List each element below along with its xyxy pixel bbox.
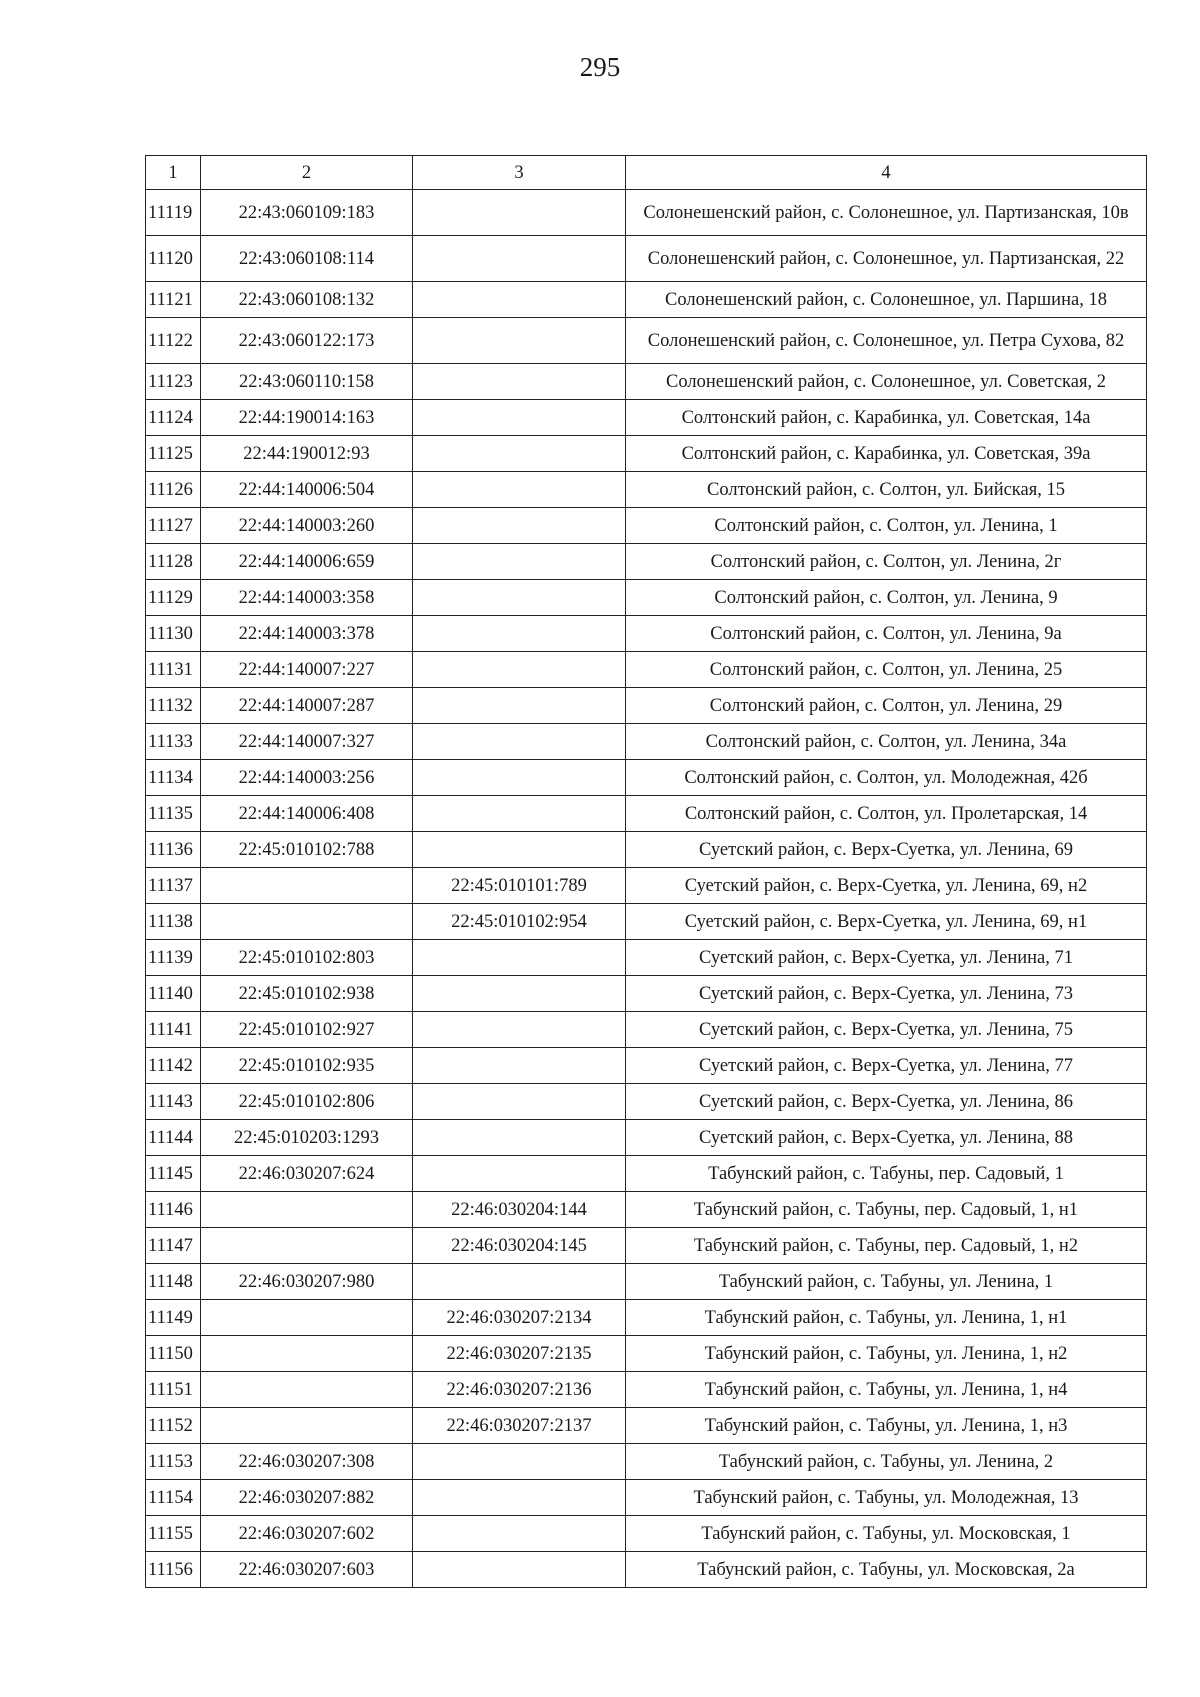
row-number-cell: 11119 [146,190,201,236]
address-cell: Суетский район, с. Верх-Суетка, ул. Ленина, 73 [626,976,1147,1012]
table-row [146,1264,1147,1300]
table-header-row [146,156,1147,190]
address-cell: Солтонский район, с. Солтон, ул. Ленина, 9а [626,616,1147,652]
cadastral-number-cell: 22:43:060122:173 [201,318,413,364]
address-cell: Суетский район, с. Верх-Суетка, ул. Ленина, 75 [626,1012,1147,1048]
premises-cadastral-number-cell: 22:46:030207:2136 [413,1372,626,1408]
row-number-cell: 11130 [146,616,201,652]
cadastral-number-cell: 22:44:190014:163 [201,400,413,436]
table-row [146,1300,1147,1336]
table-row [146,400,1147,436]
row-number-cell: 11136 [146,832,201,868]
address-cell: Табунский район, с. Табуны, ул. Московская, 1 [626,1516,1147,1552]
premises-cadastral-number-cell [413,616,626,652]
table-row [146,1372,1147,1408]
premises-cadastral-number-cell [413,364,626,400]
cadastral-number-cell [201,1336,413,1372]
row-number-cell: 11129 [146,580,201,616]
table-row [146,1480,1147,1516]
cadastral-number-cell: 22:44:140003:378 [201,616,413,652]
table-row [146,1156,1147,1192]
row-number-cell: 11139 [146,940,201,976]
row-number-cell: 11135 [146,796,201,832]
premises-cadastral-number-cell [413,688,626,724]
address-cell: Солонешенский район, с. Солонешное, ул. Партизанская, 10в [626,190,1147,236]
row-number-cell: 11127 [146,508,201,544]
row-number-cell: 11147 [146,1228,201,1264]
premises-cadastral-number-cell [413,724,626,760]
row-number-cell: 11141 [146,1012,201,1048]
address-cell: Табунский район, с. Табуны, ул. Ленина, 1, н3 [626,1408,1147,1444]
table-row [146,616,1147,652]
cadastral-number-cell: 22:46:030207:603 [201,1552,413,1588]
address-cell: Табунский район, с. Табуны, ул. Ленина, 1 [626,1264,1147,1300]
address-cell: Солонешенский район, с. Солонешное, ул. Петра Сухова, 82 [626,318,1147,364]
cadastral-number-cell: 22:43:060108:114 [201,236,413,282]
premises-cadastral-number-cell [413,282,626,318]
cadastral-number-cell: 22:43:060110:158 [201,364,413,400]
address-cell: Солтонский район, с. Карабинка, ул. Советская, 14а [626,400,1147,436]
table-row [146,688,1147,724]
premises-cadastral-number-cell: 22:45:010101:789 [413,868,626,904]
premises-cadastral-number-cell [413,236,626,282]
table-row [146,1336,1147,1372]
row-number-cell: 11140 [146,976,201,1012]
premises-cadastral-number-cell [413,1516,626,1552]
row-number-cell: 11120 [146,236,201,282]
address-cell: Солтонский район, с. Солтон, ул. Пролетарская, 14 [626,796,1147,832]
table-row [146,236,1147,282]
table-row [146,796,1147,832]
cadastral-number-cell [201,1372,413,1408]
address-cell: Табунский район, с. Табуны, ул. Ленина, 1, н4 [626,1372,1147,1408]
cadastral-number-cell: 22:44:190012:93 [201,436,413,472]
premises-cadastral-number-cell [413,400,626,436]
address-cell: Табунский район, с. Табуны, ул. Молодежная, 13 [626,1480,1147,1516]
address-cell: Табунский район, с. Табуны, ул. Ленина, 1, н1 [626,1300,1147,1336]
premises-cadastral-number-cell: 22:46:030207:2137 [413,1408,626,1444]
premises-cadastral-number-cell [413,436,626,472]
table-row [146,868,1147,904]
cadastral-number-cell: 22:44:140007:227 [201,652,413,688]
cadastral-number-cell [201,1408,413,1444]
row-number-cell: 11137 [146,868,201,904]
premises-cadastral-number-cell: 22:46:030207:2134 [413,1300,626,1336]
cadastral-number-cell [201,1228,413,1264]
premises-cadastral-number-cell [413,1264,626,1300]
address-cell: Солтонский район, с. Солтон, ул. Ленина, 1 [626,508,1147,544]
row-number-cell: 11121 [146,282,201,318]
address-cell: Табунский район, с. Табуны, ул. Ленина, 1, н2 [626,1336,1147,1372]
premises-cadastral-number-cell [413,760,626,796]
premises-cadastral-number-cell [413,1120,626,1156]
table-row [146,1552,1147,1588]
premises-cadastral-number-cell [413,976,626,1012]
row-number-cell: 11138 [146,904,201,940]
row-number-cell: 11124 [146,400,201,436]
table-row [146,1228,1147,1264]
row-number-cell: 11150 [146,1336,201,1372]
address-cell: Солонешенский район, с. Солонешное, ул. Партизанская, 22 [626,236,1147,282]
table-row [146,472,1147,508]
premises-cadastral-number-cell [413,472,626,508]
address-cell: Солтонский район, с. Солтон, ул. Молодежная, 42б [626,760,1147,796]
cadastral-number-cell: 22:46:030207:602 [201,1516,413,1552]
table-row [146,1084,1147,1120]
premises-cadastral-number-cell [413,1156,626,1192]
row-number-cell: 11156 [146,1552,201,1588]
column-header-3: 3 [413,156,626,190]
table-row [146,544,1147,580]
cadastral-number-cell [201,1192,413,1228]
column-header-4: 4 [626,156,1147,190]
address-cell: Табунский район, с. Табуны, пер. Садовый, 1, н1 [626,1192,1147,1228]
table-row [146,760,1147,796]
table-row [146,1408,1147,1444]
premises-cadastral-number-cell: 22:46:030204:144 [413,1192,626,1228]
cadastral-number-cell: 22:44:140006:504 [201,472,413,508]
row-number-cell: 11142 [146,1048,201,1084]
cadastral-number-cell: 22:46:030207:308 [201,1444,413,1480]
table-row [146,282,1147,318]
row-number-cell: 11123 [146,364,201,400]
cadastral-number-cell [201,904,413,940]
property-registry-table [145,155,1147,1588]
column-header-1: 1 [146,156,201,190]
address-cell: Солтонский район, с. Солтон, ул. Ленина, 29 [626,688,1147,724]
cadastral-number-cell: 22:43:060109:183 [201,190,413,236]
premises-cadastral-number-cell [413,940,626,976]
address-cell: Табунский район, с. Табуны, пер. Садовый, 1 [626,1156,1147,1192]
row-number-cell: 11133 [146,724,201,760]
cadastral-number-cell: 22:44:140003:358 [201,580,413,616]
table-row [146,1012,1147,1048]
address-cell: Солтонский район, с. Солтон, ул. Ленина, 2г [626,544,1147,580]
row-number-cell: 11125 [146,436,201,472]
address-cell: Солтонский район, с. Солтон, ул. Бийская, 15 [626,472,1147,508]
table-row [146,364,1147,400]
table-row [146,508,1147,544]
address-cell: Табунский район, с. Табуны, ул. Ленина, 2 [626,1444,1147,1480]
row-number-cell: 11122 [146,318,201,364]
address-cell: Суетский район, с. Верх-Суетка, ул. Ленина, 77 [626,1048,1147,1084]
table-row [146,436,1147,472]
premises-cadastral-number-cell [413,1084,626,1120]
address-cell: Солтонский район, с. Солтон, ул. Ленина, 25 [626,652,1147,688]
address-cell: Табунский район, с. Табуны, пер. Садовый, 1, н2 [626,1228,1147,1264]
row-number-cell: 11128 [146,544,201,580]
premises-cadastral-number-cell [413,580,626,616]
cadastral-number-cell: 22:46:030207:624 [201,1156,413,1192]
row-number-cell: 11151 [146,1372,201,1408]
row-number-cell: 11153 [146,1444,201,1480]
premises-cadastral-number-cell [413,190,626,236]
row-number-cell: 11144 [146,1120,201,1156]
row-number-cell: 11132 [146,688,201,724]
cadastral-number-cell [201,868,413,904]
table-row [146,832,1147,868]
address-cell: Солтонский район, с. Солтон, ул. Ленина, 34а [626,724,1147,760]
premises-cadastral-number-cell [413,652,626,688]
premises-cadastral-number-cell [413,1552,626,1588]
premises-cadastral-number-cell: 22:46:030207:2135 [413,1336,626,1372]
page-number: 295 [579,52,621,82]
row-number-cell: 11145 [146,1156,201,1192]
cadastral-number-cell: 22:45:010102:788 [201,832,413,868]
address-cell: Табунский район, с. Табуны, ул. Московская, 2а [626,1552,1147,1588]
cadastral-number-cell: 22:44:140007:287 [201,688,413,724]
row-number-cell: 11131 [146,652,201,688]
table-row [146,724,1147,760]
row-number-cell: 11154 [146,1480,201,1516]
table-row [146,976,1147,1012]
column-header-2: 2 [201,156,413,190]
address-cell: Солтонский район, с. Солтон, ул. Ленина, 9 [626,580,1147,616]
address-cell: Солонешенский район, с. Солонешное, ул. Советская, 2 [626,364,1147,400]
table-row [146,580,1147,616]
table-row [146,1192,1147,1228]
table-row [146,1048,1147,1084]
address-cell: Солтонский район, с. Карабинка, ул. Советская, 39а [626,436,1147,472]
cadastral-number-cell: 22:45:010203:1293 [201,1120,413,1156]
cadastral-number-cell: 22:46:030207:980 [201,1264,413,1300]
table-row [146,318,1147,364]
premises-cadastral-number-cell [413,832,626,868]
cadastral-number-cell: 22:45:010102:806 [201,1084,413,1120]
row-number-cell: 11149 [146,1300,201,1336]
cadastral-number-cell: 22:44:140007:327 [201,724,413,760]
row-number-cell: 11152 [146,1408,201,1444]
address-cell: Суетский район, с. Верх-Суетка, ул. Ленина, 71 [626,940,1147,976]
cadastral-number-cell: 22:44:140006:659 [201,544,413,580]
cadastral-number-cell: 22:45:010102:938 [201,976,413,1012]
cadastral-number-cell: 22:44:140006:408 [201,796,413,832]
premises-cadastral-number-cell [413,796,626,832]
cadastral-number-cell [201,1300,413,1336]
premises-cadastral-number-cell [413,1444,626,1480]
premises-cadastral-number-cell [413,318,626,364]
premises-cadastral-number-cell [413,508,626,544]
address-cell: Суетский район, с. Верх-Суетка, ул. Ленина, 69, н2 [626,868,1147,904]
table-row [146,1120,1147,1156]
cadastral-number-cell: 22:45:010102:935 [201,1048,413,1084]
address-cell: Суетский район, с. Верх-Суетка, ул. Ленина, 86 [626,1084,1147,1120]
cadastral-number-cell: 22:44:140003:260 [201,508,413,544]
cadastral-number-cell: 22:46:030207:882 [201,1480,413,1516]
cadastral-number-cell: 22:44:140003:256 [201,760,413,796]
address-cell: Солонешенский район, с. Солонешное, ул. Паршина, 18 [626,282,1147,318]
cadastral-number-cell: 22:43:060108:132 [201,282,413,318]
address-cell: Суетский район, с. Верх-Суетка, ул. Ленина, 88 [626,1120,1147,1156]
row-number-cell: 11148 [146,1264,201,1300]
table-row [146,190,1147,236]
table-row [146,1516,1147,1552]
premises-cadastral-number-cell [413,544,626,580]
row-number-cell: 11146 [146,1192,201,1228]
row-number-cell: 11126 [146,472,201,508]
row-number-cell: 11155 [146,1516,201,1552]
table-row [146,904,1147,940]
table-row [146,652,1147,688]
premises-cadastral-number-cell: 22:45:010102:954 [413,904,626,940]
row-number-cell: 11134 [146,760,201,796]
cadastral-number-cell: 22:45:010102:803 [201,940,413,976]
premises-cadastral-number-cell [413,1480,626,1516]
cadastral-number-cell: 22:45:010102:927 [201,1012,413,1048]
address-cell: Суетский район, с. Верх-Суетка, ул. Ленина, 69, н1 [626,904,1147,940]
address-cell: Суетский район, с. Верх-Суетка, ул. Ленина, 69 [626,832,1147,868]
table-row [146,1444,1147,1480]
table-body [146,190,1147,1588]
premises-cadastral-number-cell [413,1012,626,1048]
row-number-cell: 11143 [146,1084,201,1120]
premises-cadastral-number-cell: 22:46:030204:145 [413,1228,626,1264]
table-row [146,940,1147,976]
premises-cadastral-number-cell [413,1048,626,1084]
